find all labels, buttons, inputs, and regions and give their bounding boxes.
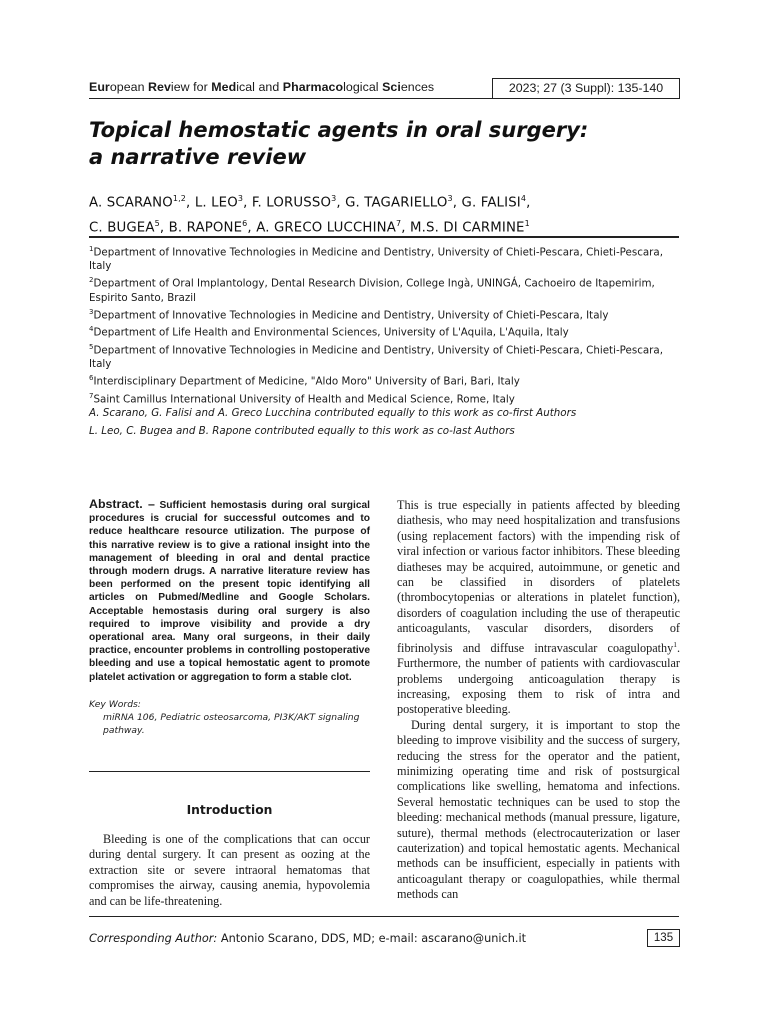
affiliation-number: 6	[89, 374, 94, 383]
author-name: G. FALISI	[461, 195, 521, 211]
affiliation-number: 4	[89, 325, 94, 334]
affiliation-text: Department of Innovative Technologies in Medicine and Dentistry, University of Chieti-Pescara, Chieti-Pescara, Italy	[89, 344, 663, 371]
affiliation-text: Saint Camillus International University of Health and Medical Science, Rome, Italy	[93, 392, 515, 405]
author-name: A. GRECO LUCCHINA	[256, 220, 396, 236]
author-name: G. TAGARIELLO	[345, 195, 448, 211]
abstract	[89, 498, 370, 684]
author-name: M.S. DI CARMINE	[410, 220, 525, 236]
author-separator: ,	[526, 195, 531, 211]
journal-name-part: Pharmaco	[282, 80, 344, 94]
affiliation-item	[89, 371, 679, 388]
author-separator: ,	[243, 195, 252, 211]
abstract-label: Abstract. –	[89, 497, 155, 511]
body-paragraph-1-text: This is true especially in patients affected by bleeding diathesis, who may need hospitalization and transfusions (using replacement factors) with the impending risk of viral infection or various factor inhibitors. These bleeding diatheses may be acquired, autoimmune, or genetic and can be classified in disorders of platelets (thrombocytopenias or alterations in platelet function), disorders of coagulation including the use of therapeutic anticoagulants, vascular disorders, disorders of fibrinolysis and diffuse intravascular coagulopathy	[397, 498, 680, 655]
author-affiliation-ref: 3	[237, 194, 244, 203]
author-list	[89, 188, 689, 239]
article-title	[89, 117, 689, 171]
introduction-text: Bleeding is one of the complications that can occur during dental surgery. It can present as oozing at the extraction site or severe intraoral hematomas that compromises the airway, causing anemia, hypovolemia and can be life-threatening.	[89, 832, 370, 908]
journal-name-part: Sci	[382, 80, 401, 94]
journal-name-part: iew for	[170, 80, 212, 94]
affiliation-number: 7	[89, 391, 94, 400]
affiliation-text: Department of Innovative Technologies in Medicine and Dentistry, University of Chieti-Pescara, Chieti-Pescara, Italy	[89, 246, 663, 273]
corresponding-text: Antonio Scarano, DDS, MD; e-mail: ascarano@unich.it	[217, 932, 527, 945]
affiliation-number: 3	[89, 307, 94, 316]
author-affiliation-ref: 3	[331, 194, 337, 203]
affiliation-item	[89, 389, 679, 406]
author-separator: ,	[336, 195, 346, 211]
left-column	[89, 498, 370, 737]
keywords-label: Key Words:	[89, 698, 141, 710]
author-affiliation-ref: 1,2	[172, 194, 187, 203]
author-separator: ,	[247, 220, 257, 236]
author-name: L. LEO	[194, 195, 238, 211]
author-affiliation-ref: 1	[524, 219, 530, 229]
corresponding-label: Corresponding Author:	[89, 932, 218, 945]
affiliation-number: 1	[89, 245, 94, 253]
contribution-notes	[89, 405, 679, 440]
affiliation-text: Department of Innovative Technologies in Medicine and Dentistry, University of Chieti-Pescara, Italy	[93, 309, 609, 322]
contribution-note-last: L. Leo, C. Bugea and B. Rapone contributed equally to this work as co-last Authors	[89, 424, 515, 437]
affiliation-text: Interdisciplinary Department of Medicine, "Aldo Moro" University of Bari, Bari, Italy	[93, 375, 520, 388]
journal-name-part: logical	[343, 80, 383, 94]
contribution-note-first: A. Scarano, G. Falisi and A. Greco Lucchina contributed equally to this work as co-first Authors	[89, 407, 577, 419]
author-name: A. SCARANO	[89, 195, 173, 211]
author-separator: ,	[452, 195, 462, 211]
affiliation-text: Department of Life Health and Environmental Sciences, University of L'Aquila, L'Aquila, Italy	[93, 326, 569, 339]
author-affiliation-ref: 3	[447, 194, 453, 203]
affiliation-item	[89, 305, 679, 322]
journal-name-part: Eur	[89, 80, 110, 94]
body-paragraph-1-cont: . Furthermore, the number of patients with cardiovascular problems undergoing anticoagulation therapy is increasing, exposing them to risk of intra and postoperative bleeding.	[397, 640, 680, 717]
author-name: B. RAPONE	[168, 220, 243, 236]
footer-divider	[89, 916, 679, 917]
title-divider	[89, 236, 679, 238]
corresponding-author	[89, 932, 526, 945]
title-line-1: Topical hemostatic agents in oral surgery:	[89, 118, 589, 142]
journal-name-part: opean	[109, 80, 149, 94]
citation-ref: 1	[673, 639, 677, 649]
keywords-text: miRNA 106, Pediatric osteosarcoma, PI3K/AKT signaling pathway.	[103, 711, 360, 736]
journal-name	[89, 80, 434, 94]
right-column	[397, 498, 680, 903]
author-name: C. BUGEA	[89, 220, 155, 236]
author-affiliation-ref: 4	[520, 194, 527, 203]
author-affiliation-ref: 5	[154, 219, 160, 229]
author-separator: ,	[186, 195, 195, 211]
abstract-divider	[89, 771, 370, 772]
author-separator: ,	[159, 220, 169, 236]
title-line-2: a narrative review	[89, 145, 307, 169]
author-separator: ,	[401, 220, 411, 236]
page-number: 135	[647, 929, 680, 947]
affiliation-item	[89, 273, 679, 304]
author-affiliation-ref: 6	[242, 219, 248, 229]
journal-name-part: ences	[400, 80, 435, 94]
affiliation-number: 5	[89, 342, 94, 351]
body-paragraph-2: During dental surgery, it is important to stop the bleeding to improve visibility and the success of surgery, reducing the stress for the operator and the patient, minimizing operating time and risk of postsurgical complications like swelling, hematoma and infections. Several hemostatic techniques can be used to stop the bleeding: mechanical methods (manual pressure, ligature, suture), thermal methods (electrocauterization or laser cauterization) and topical hemostatic agents. Mechanical methods can be insufficient, especially in patients with anticoagulant therapy or coagulopathies, while thermal methods can	[397, 717, 680, 902]
introduction-heading: Introduction	[186, 803, 273, 817]
affiliation-text: Department of Oral Implantology, Dental Research Division, College Ingà, UNINGÁ, Cachoeiro de Itapemirim, Espirito Santo, Brazil	[89, 277, 655, 304]
affiliation-item	[89, 242, 679, 273]
affiliation-number: 2	[89, 276, 94, 285]
affiliation-item	[89, 340, 679, 371]
abstract-text: Sufficient hemostasis during oral surgical procedures is crucial for successful outcomes and to reduce healthcare resource utilization. The purpose of this narrative review is to give a rational insight into the management of bleeding in oral and dental practice through modern drugs. A narrative literature review has been performed on the present topic identifying all articles on Pubmed/Medline and Google Scholars. Acceptable hemostasis during oral surgery is also required to improve visibility and provide a dry operational area. Many oral surgeons, in their daily practice, encounter problems in controlling postoperative bleeding and use a topical hemostatic agent to promote platelet activation or aggregation to form a stable clot.	[89, 500, 370, 683]
affiliation-item	[89, 322, 679, 339]
journal-name-part: ical and	[236, 80, 283, 94]
keywords	[89, 698, 370, 737]
journal-name-part: Med	[211, 80, 237, 94]
author-affiliation-ref: 7	[396, 219, 402, 229]
author-name: F. LORUSSO	[251, 195, 332, 211]
journal-name-part: Rev	[148, 80, 171, 94]
affiliations	[89, 242, 679, 406]
citation-box: 2023; 27 (3 Suppl): 135-140	[492, 78, 680, 99]
body-paragraph-1	[397, 498, 680, 718]
